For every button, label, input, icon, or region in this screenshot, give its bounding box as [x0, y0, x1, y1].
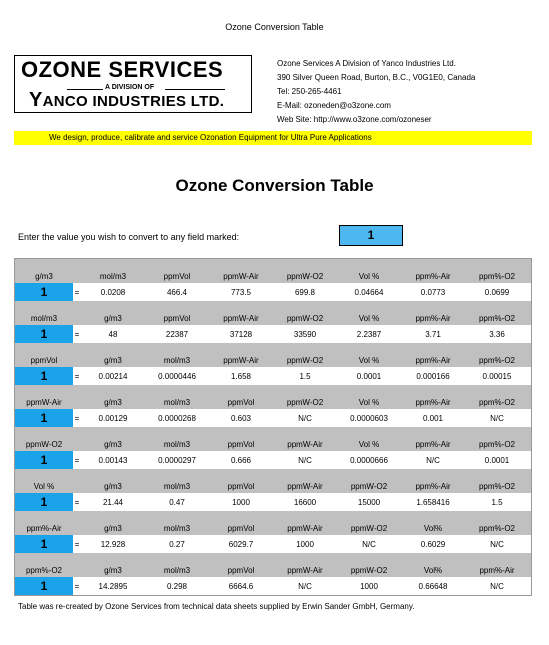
header-spacer [73, 259, 81, 283]
converted-value: N/C [298, 581, 312, 591]
footnote: Table was re-created by Ozone Services from technical data sheets supplied by Erwin Sander GmbH, Germany. [18, 602, 415, 611]
table-heading: Ozone Conversion Table [175, 176, 374, 195]
target-unit-header: ppm%-O2 [478, 398, 515, 407]
target-unit-header: ppmW-O2 [350, 566, 388, 575]
conversion-header-row [15, 427, 531, 451]
contact-info [277, 57, 475, 127]
logo-sub-text [29, 89, 224, 112]
converted-value: 0.00143 [98, 455, 128, 465]
conversion-header-row [15, 343, 531, 367]
source-unit-label: g/m3 [35, 272, 53, 281]
conversion-table [14, 258, 532, 596]
converted-value: 16600 [293, 497, 317, 507]
target-unit-header: ppm%-O2 [478, 440, 515, 449]
unit-value-input[interactable]: 1 [15, 325, 73, 343]
converted-value: 0.0000666 [350, 455, 388, 465]
target-unit-header: ppmVol [227, 482, 255, 491]
unit-value-input[interactable]: 1 [15, 493, 73, 511]
target-unit-header: ppm%-Air [415, 482, 451, 491]
header-spacer [73, 301, 81, 325]
converted-value: N/C [490, 539, 504, 549]
converted-value: 21.44 [102, 497, 124, 507]
source-unit-label: ppm%-Air [26, 524, 62, 533]
conversion-header-row [15, 553, 531, 577]
converted-value: 37128 [229, 329, 253, 339]
converted-value: 0.0000446 [158, 371, 196, 381]
converted-value: 0.00129 [98, 413, 128, 423]
target-unit-header: ppm%-Air [415, 356, 451, 365]
conversion-value-row [15, 325, 531, 343]
target-unit-header: ppm%-Air [415, 272, 451, 281]
converted-value: N/C [490, 413, 504, 423]
converted-value: 0.0208 [100, 287, 126, 297]
conversion-value-row [15, 577, 531, 595]
target-unit-header: mol/m3 [99, 272, 127, 281]
target-unit-header: ppm%-O2 [478, 272, 515, 281]
conversion-value-row [15, 367, 531, 385]
unit-value-input[interactable]: 1 [15, 367, 73, 385]
unit-value-input[interactable]: 1 [15, 283, 73, 301]
converted-value: 0.298 [166, 581, 188, 591]
source-unit-label: ppmW-Air [26, 398, 62, 407]
target-unit-header: g/m3 [104, 482, 122, 491]
target-unit-header: ppm%-O2 [478, 482, 515, 491]
target-unit-header: ppmW-Air [287, 524, 323, 533]
converted-value: 0.04664 [354, 287, 384, 297]
company-logo [14, 55, 252, 113]
equals-sign: = [74, 497, 80, 507]
logo-division-text: A DIVISION OF [105, 84, 155, 91]
target-unit-header: mol/m3 [163, 440, 191, 449]
target-unit-header: ppmW-Air [287, 566, 323, 575]
target-unit-header: g/m3 [104, 398, 122, 407]
header-spacer [73, 427, 81, 451]
converted-value: 0.000166 [416, 371, 450, 381]
conversion-header-row [15, 511, 531, 535]
target-unit-header: ppmW-Air [223, 272, 259, 281]
converted-value: 0.0001 [484, 455, 510, 465]
target-unit-header: mol/m3 [163, 482, 191, 491]
target-unit-header: ppmW-O2 [286, 398, 324, 407]
target-unit-header: ppmW-O2 [286, 272, 324, 281]
converted-value: 0.0000603 [350, 413, 388, 423]
target-unit-header: g/m3 [104, 524, 122, 533]
source-unit-label: ppm%-O2 [25, 566, 62, 575]
target-unit-header: ppm%-Air [415, 398, 451, 407]
conversion-header-row [15, 301, 531, 325]
unit-value-input[interactable]: 1 [15, 451, 73, 469]
converted-value: 1.658416 [416, 497, 450, 507]
converted-value: 0.0001 [356, 371, 382, 381]
converted-value: 3.36 [489, 329, 505, 339]
conversion-header-row [15, 469, 531, 493]
converted-value: 0.0000297 [158, 455, 196, 465]
converted-value: 0.001 [422, 413, 444, 423]
converted-value: N/C [298, 455, 312, 465]
header-spacer [73, 385, 81, 409]
target-unit-header: ppmW-O2 [286, 314, 324, 323]
conversion-header-row [15, 385, 531, 409]
converted-value: N/C [426, 455, 440, 465]
converted-value: 1.5 [299, 371, 311, 381]
target-unit-header: ppmW-Air [287, 482, 323, 491]
target-unit-header: g/m3 [104, 440, 122, 449]
target-unit-header: ppmVol [227, 524, 255, 533]
target-unit-header: ppmW-Air [223, 356, 259, 365]
target-unit-header: ppmW-O2 [350, 524, 388, 533]
target-unit-header: ppmW-Air [223, 314, 259, 323]
target-unit-header: ppmVol [163, 314, 191, 323]
converted-value: 0.00214 [98, 371, 128, 381]
converted-value: 12.928 [100, 539, 126, 549]
converted-value: 773.5 [230, 287, 252, 297]
header-spacer [73, 343, 81, 367]
converted-value: 0.66648 [418, 581, 448, 591]
unit-value-input[interactable]: 1 [15, 577, 73, 595]
target-unit-header: g/m3 [104, 314, 122, 323]
target-unit-header: Vol % [358, 440, 380, 449]
equals-sign: = [74, 329, 80, 339]
target-unit-header: Vol % [358, 398, 380, 407]
target-unit-header: mol/m3 [163, 524, 191, 533]
conversion-value-row [15, 493, 531, 511]
converted-value: 1000 [296, 539, 314, 549]
source-unit-label: Vol % [33, 482, 55, 491]
contact-email[interactable]: E-Mail: ozoneden@o3zone.com [277, 101, 391, 110]
converted-value: N/C [490, 581, 504, 591]
target-unit-header: g/m3 [104, 566, 122, 575]
target-unit-header: ppmVol [163, 272, 191, 281]
logo-main-text: OZONE SERVICES [21, 57, 224, 82]
conversion-header-row [15, 259, 531, 283]
target-unit-header: mol/m3 [163, 356, 191, 365]
logo-sub-rest: ANCO INDUSTRIES LTD. [42, 93, 225, 110]
equals-sign: = [74, 287, 80, 297]
converted-value: 33590 [293, 329, 317, 339]
header-spacer [73, 511, 81, 535]
contact-tel: Tel: 250-265-4461 [277, 87, 342, 96]
equals-sign: = [74, 455, 80, 465]
converted-value: 0.47 [169, 497, 185, 507]
equals-sign: = [74, 539, 80, 549]
target-unit-header: ppm%-Air [415, 440, 451, 449]
converted-value: 699.8 [294, 287, 316, 297]
target-unit-header: Vol % [358, 272, 380, 281]
target-unit-header: Vol% [423, 524, 443, 533]
converted-value: 3.71 [425, 329, 441, 339]
target-unit-header: ppmVol [227, 566, 255, 575]
equals-sign: = [74, 413, 80, 423]
conversion-value-row [15, 409, 531, 427]
converted-value: 1.658 [230, 371, 252, 381]
converted-value: 2.2387 [356, 329, 382, 339]
main-value-input[interactable]: 1 [339, 225, 403, 246]
target-unit-header: ppm%-O2 [478, 314, 515, 323]
unit-value-input[interactable]: 1 [15, 535, 73, 553]
converted-value: 0.0699 [484, 287, 510, 297]
target-unit-header: ppmVol [227, 398, 255, 407]
page-title: Ozone Conversion Table [225, 22, 324, 32]
conversion-value-row [15, 451, 531, 469]
source-unit-label: ppmVol [30, 356, 58, 365]
converted-value: N/C [362, 539, 376, 549]
source-unit-label: mol/m3 [30, 314, 58, 323]
converted-value: 0.603 [230, 413, 252, 423]
source-unit-label: ppmW-O2 [25, 440, 63, 449]
target-unit-header: Vol % [358, 356, 380, 365]
converted-value: 0.6029 [420, 539, 446, 549]
converted-value: 0.27 [169, 539, 185, 549]
target-unit-header: Vol% [423, 566, 443, 575]
target-unit-header: Vol % [358, 314, 380, 323]
converted-value: 0.0000268 [158, 413, 196, 423]
converted-value: 0.00015 [482, 371, 512, 381]
target-unit-header: ppmVol [227, 440, 255, 449]
converted-value: 1000 [360, 581, 378, 591]
contact-website[interactable]: Web Site: http://www.o3zone.com/ozoneser [277, 115, 432, 124]
header-spacer [73, 469, 81, 493]
converted-value: 6664.6 [228, 581, 254, 591]
target-unit-header: mol/m3 [163, 398, 191, 407]
converted-value: 15000 [357, 497, 381, 507]
target-unit-header: ppmW-O2 [286, 356, 324, 365]
converted-value: 0.666 [230, 455, 252, 465]
target-unit-header: ppm%-O2 [478, 524, 515, 533]
target-unit-header: g/m3 [104, 356, 122, 365]
equals-sign: = [74, 581, 80, 591]
target-unit-header: ppm%-Air [479, 566, 515, 575]
tagline-banner: We design, produce, calibrate and service Ozonation Equipment for Ultra Pure Applications [14, 131, 532, 145]
equals-sign: = [74, 371, 80, 381]
unit-value-input[interactable]: 1 [15, 409, 73, 427]
converted-value: 1000 [232, 497, 250, 507]
target-unit-header: ppm%-O2 [478, 356, 515, 365]
converted-value: 6029.7 [228, 539, 254, 549]
logo-sub-initial: Y [29, 89, 43, 111]
header-spacer [73, 553, 81, 577]
converted-value: 1.5 [491, 497, 503, 507]
converted-value: 466.4 [166, 287, 188, 297]
converted-value: 48 [108, 329, 118, 339]
conversion-value-row [15, 283, 531, 301]
converted-value: 0.0773 [420, 287, 446, 297]
target-unit-header: mol/m3 [163, 566, 191, 575]
converted-value: N/C [298, 413, 312, 423]
target-unit-header: ppmW-Air [287, 440, 323, 449]
input-prompt: Enter the value you wish to convert to any field marked: [18, 232, 240, 242]
contact-address: 390 Silver Queen Road, Burton, B.C., V0G1E0, Canada [277, 73, 476, 82]
contact-company: Ozone Services A Division of Yanco Industries Ltd. [277, 59, 456, 68]
converted-value: 14.2895 [98, 581, 128, 591]
target-unit-header: ppm%-Air [415, 314, 451, 323]
conversion-value-row [15, 535, 531, 553]
target-unit-header: ppmW-O2 [350, 482, 388, 491]
converted-value: 22387 [165, 329, 189, 339]
